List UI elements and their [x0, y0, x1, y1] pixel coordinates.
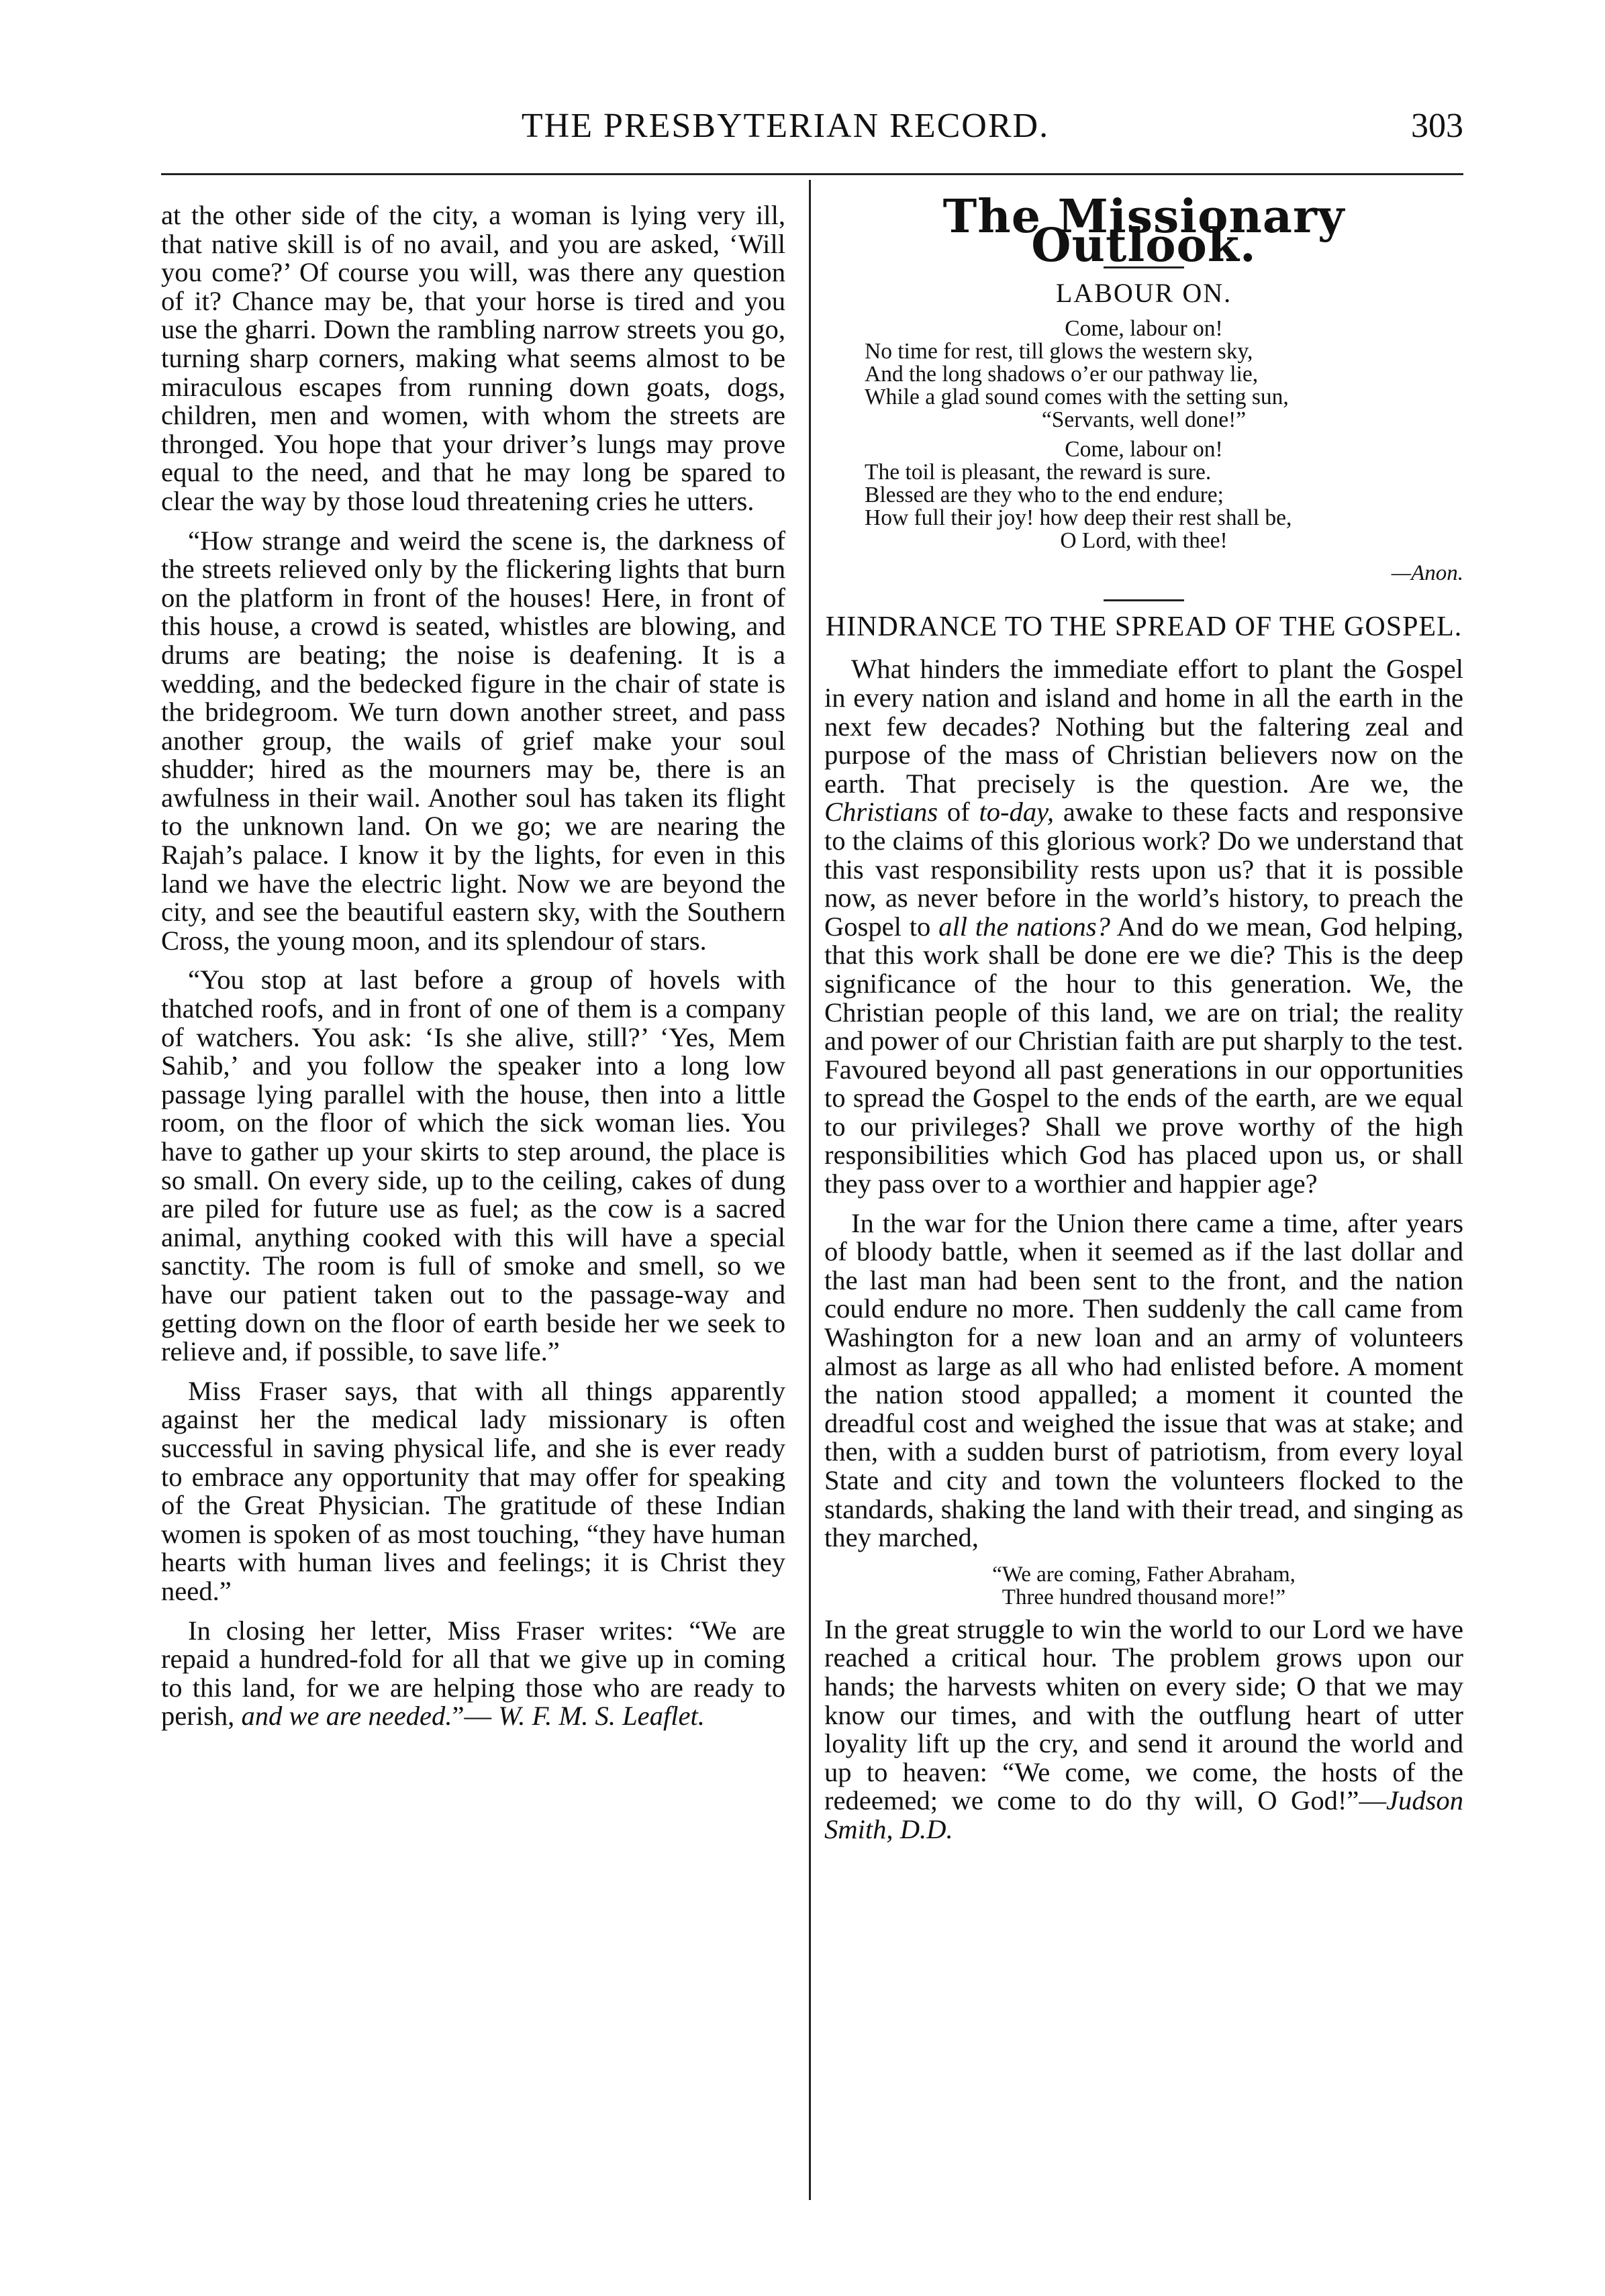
poem-title: LABOUR ON.: [1055, 278, 1232, 309]
left-column: [161, 201, 785, 1742]
poem-line: No time for rest, till glows the western sky,: [865, 338, 1253, 364]
article-rule: [1104, 599, 1184, 601]
closing-text: In closing her letter, Miss Fraser writes: “We are repaid a hundred-fold for all that we give up in coming to this land, for we are helping those who are ready to perish,: [161, 1615, 785, 1732]
poem-line: Blessed are they who to the end endure;: [865, 482, 1224, 507]
column-divider: [809, 180, 811, 2200]
closing-quote-mark: ”—: [452, 1701, 492, 1732]
italic-run: to-day,: [979, 797, 1055, 828]
left-paragraph: Miss Fraser says, that with all things apparently against her the medical lady missionary is often successful in saving physical life, and she is ever ready to embrace any opportunity that may offer for speaking of the Great Physician. The gratitude of these Indian women is spoken of as most touching, “they have human hearts with human lives and feelings; it is Christ they need.”: [161, 1375, 785, 1606]
text-run: And do we mean, God helping, that this work shall be done ere we die? This is the deep significance of the hour to this generation. We, the Christian people of this land, we are on trial; the reality and power of our Christian faith are put sharply to the test. Favoured beyond all past generations in our opportunities to spread the Gospel to the ends of the earth, are we equal to our privileges? Shall we prove worthy of the high responsibilities which God has placed upon us, or shall they pass over to a worthier and happier age?: [824, 911, 1463, 1199]
article-paragraph: In the war for the Union there came a time, after years of bloody battle, when it seemed as if the last dollar and the last man had been sent to the front, and the nation could endure no more. Then suddenly the call came from Washington for a new loan and an army of volunteers almost as large as all who had enlisted before. A moment the nation stood appalled; a moment it counted the dreadful cost and weighed the issue that was at stake; and then, with a sudden burst of patriotism, from every loyal State and city and town the volunteers flocked to the standards, shaking the land with their tread, and singing as they marched,: [824, 1207, 1463, 1553]
page-number: 303: [1411, 107, 1463, 145]
poem-stanza: [824, 438, 1463, 552]
poem-line: Come, labour on!: [1065, 315, 1223, 341]
section-title: The Missionary Outlook.: [942, 190, 1345, 272]
article-paragraph: [824, 1615, 1463, 1844]
poem-line: The toil is pleasant, the reward is sure.: [865, 459, 1212, 485]
text-run: What hinders the immediate effort to plant the Gospel in every nation and island and home in all the earth in the next few decades? Nothing but the faltering zeal and purpose of the mass of Christian believers now on the earth. That precisely is the question. Are we, the: [824, 654, 1463, 799]
right-column: [824, 190, 1463, 1855]
text-run: of: [946, 797, 970, 828]
poem-stanza: [824, 317, 1463, 432]
poem-line: Come, labour on!: [1065, 436, 1223, 462]
left-paragraph: “How strange and weird the scene is, the darkness of the streets relieved only by the flickering lights that burn on the platform in front of the houses! Here, in front of this house, a crowd is seated, whistles are blowing, and drums are beating; the noise is deafening. It is a wedding, and the bedecked figure in the chair of state is the bridegroom. We turn down another street, and pass another group, the wails of grief make your soul shudder; hired as the mourners may be, there is an awfulness in their wail. Another soul has taken its flight to the unknown land. On we go; we are nearing the Rajah’s palace. I know it by the lights, for even in this land we have the electric light. Now we are beyond the city, and see the beautiful eastern sky, with the Southern Cross, the young moon, and its splendour of stars.: [161, 525, 785, 956]
closing-italic: and we are needed.: [241, 1701, 452, 1732]
header-rule: [161, 173, 1463, 175]
page-header: [107, 54, 1463, 145]
poem-author: —Anon.: [1391, 560, 1463, 585]
song-quote: [824, 1563, 1463, 1609]
source-citation: W. F. M. S. Leaflet.: [498, 1701, 705, 1732]
left-paragraph: “You stop at last before a group of hovels with thatched roofs, and in front of one of them is a company of watchers. You ask: ‘Is she alive, still?’ ‘Yes, Mem Sahib,’ and you follow the speaker into a long low passage lying parallel with the house, then into a little room, on the floor of which the sick woman lies. You have to gather up your skirts to step around, the place is so small. On every side, up to the ceiling, cakes of dung are piled for future use as fuel; as the cow is a sacred animal, anything cooked with this will have a special sanctity. The room is full of smoke and smell, so we have our patient taken out to the passage-way and getting down on the floor of earth beside her we seek to relieve and, if possible, to save life.”: [161, 964, 785, 1367]
article-title: HINDRANCE TO THE SPREAD OF THE GOSPEL.: [825, 611, 1463, 643]
quote-line: “We are coming, Father Abraham,: [992, 1562, 1296, 1587]
quote-line: Three hundred thousand more!”: [1002, 1585, 1286, 1609]
poem-line: O Lord, with thee!: [1060, 528, 1228, 553]
poem-line: And the long shadows o’er our pathway lie,: [865, 361, 1259, 387]
text-run: awake to these facts and responsive to the claims of this glorious work? Do we understand that this vast responsibility rests upon us? that it is possible now, as never before in the world’s history, to preach the Gospel to: [824, 797, 1463, 942]
poem-line: While a glad sound comes with the setting sun,: [865, 384, 1289, 409]
poem-line: “Servants, well done!”: [1041, 407, 1247, 432]
italic-run: all the nations?: [938, 911, 1110, 942]
italic-run: Christians: [824, 797, 938, 828]
source-citation: Judson Smith, D.D.: [824, 1785, 1463, 1844]
article-paragraph: [824, 655, 1463, 1198]
left-paragraph: at the other side of the city, a woman is lying very ill, that native skill is of no avail, and you are asked, ‘Will you come?’ Of course you will, was there any question of it? Chance may be, that your horse is tired and you use the gharri. Down the rambling narrow streets you go, turning sharp corners, making what seems almost to be miraculous escapes from running down goats, dogs, children, men and women, with whom the streets are thronged. You hope that your driver’s lungs may prove equal to the need, and that he may long be spared to clear the way by those loud threatening cries he utters.: [161, 200, 785, 516]
running-title: THE PRESBYTERIAN RECORD.: [521, 107, 1050, 145]
text-run: In the great struggle to win the world to our Lord we have reached a critical hour. The problem grows upon our hands; the harvests whiten on every side; O that we may know our times, and with the outflung heart of utter loyality lift up the cry, and send it around the world and up to heaven: “We come, we come, the hosts of the redeemed; we come to do thy will, O God!”—: [824, 1613, 1463, 1816]
poem-line: How full their joy! how deep their rest shall be,: [865, 505, 1292, 530]
closing-paragraph: [161, 1617, 785, 1731]
